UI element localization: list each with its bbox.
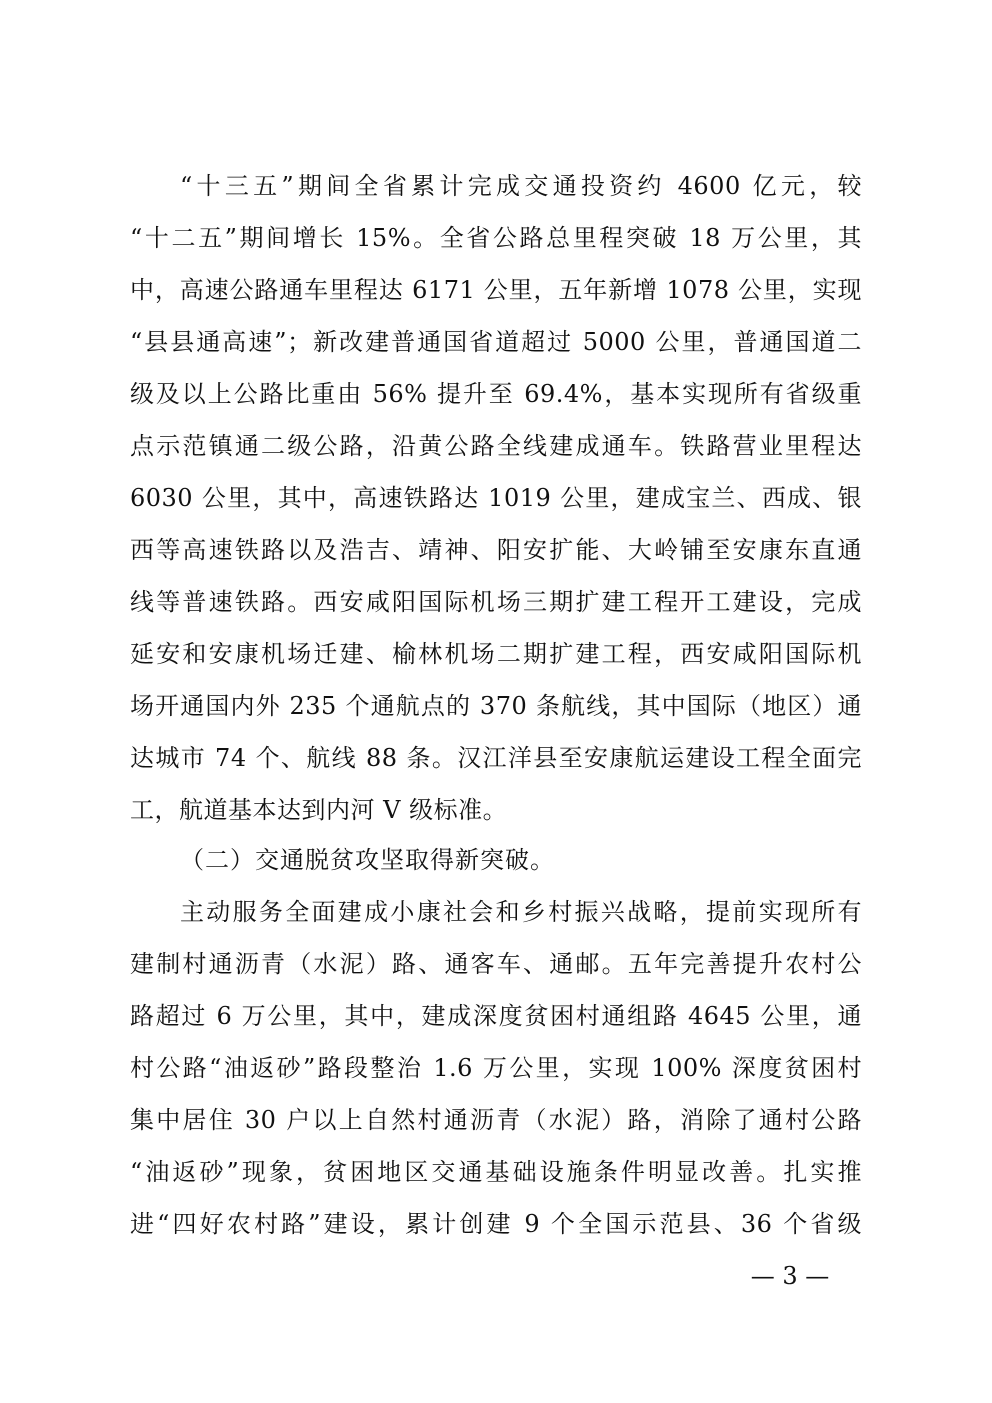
- paragraph-2-line: 村公路“油返砂”路段整治 1.6 万公里，实现 100% 深度贫困村: [130, 1054, 862, 1082]
- paragraph-1-line: 工，航道基本达到内河 V 级标准。: [130, 796, 508, 824]
- page-number: — 3 —: [750, 1262, 830, 1290]
- paragraph-1-line: 场开通国内外 235 个通航点的 370 条航线，其中国际（地区）通: [130, 692, 862, 720]
- paragraph-1-line: 达城市 74 个、航线 88 条。汉江洋县至安康航运建设工程全面完: [130, 744, 862, 772]
- paragraph-1-line: 延安和安康机场迁建、榆林机场二期扩建工程，西安咸阳国际机: [130, 640, 862, 668]
- paragraph-2-line: 建制村通沥青（水泥）路、通客车、通邮。五年完善提升农村公: [130, 950, 862, 978]
- paragraph-1-line: 6030 公里，其中，高速铁路达 1019 公里，建成宝兰、西成、银: [130, 484, 862, 512]
- paragraph-1-line: 线等普速铁路。西安咸阳国际机场三期扩建工程开工建设，完成: [130, 588, 862, 616]
- paragraph-1-line: “县县通高速”；新改建普通国省道超过 5000 公里，普通国道二: [130, 328, 862, 356]
- section-heading: （二）交通脱贫攻坚取得新突破。: [180, 846, 555, 874]
- paragraph-1-line: 点示范镇通二级公路，沿黄公路全线建成通车。铁路营业里程达: [130, 432, 862, 460]
- paragraph-2-line: 主动服务全面建成小康社会和乡村振兴战略，提前实现所有: [180, 898, 862, 926]
- paragraph-2-line: 路超过 6 万公里，其中，建成深度贫困村通组路 4645 公里，通: [130, 1002, 862, 1030]
- paragraph-2-line: 进“四好农村路”建设，累计创建 9 个全国示范县、36 个省级: [130, 1210, 862, 1238]
- paragraph-1-line: “十三五”期间全省累计完成交通投资约 4600 亿元，较: [180, 172, 862, 200]
- paragraph-2-line: “油返砂”现象，贫困地区交通基础设施条件明显改善。扎实推: [130, 1158, 862, 1186]
- paragraph-1-line: 西等高速铁路以及浩吉、靖神、阳安扩能、大岭铺至安康东直通: [130, 536, 862, 564]
- paragraph-1-line: “十二五”期间增长 15%。全省公路总里程突破 18 万公里，其: [130, 224, 862, 252]
- paragraph-1-line: 级及以上公路比重由 56% 提升至 69.4%，基本实现所有省级重: [130, 380, 862, 408]
- paragraph-1-line: 中，高速公路通车里程达 6171 公里，五年新增 1078 公里，实现: [130, 276, 862, 304]
- paragraph-2-line: 集中居住 30 户以上自然村通沥青（水泥）路，消除了通村公路: [130, 1106, 862, 1134]
